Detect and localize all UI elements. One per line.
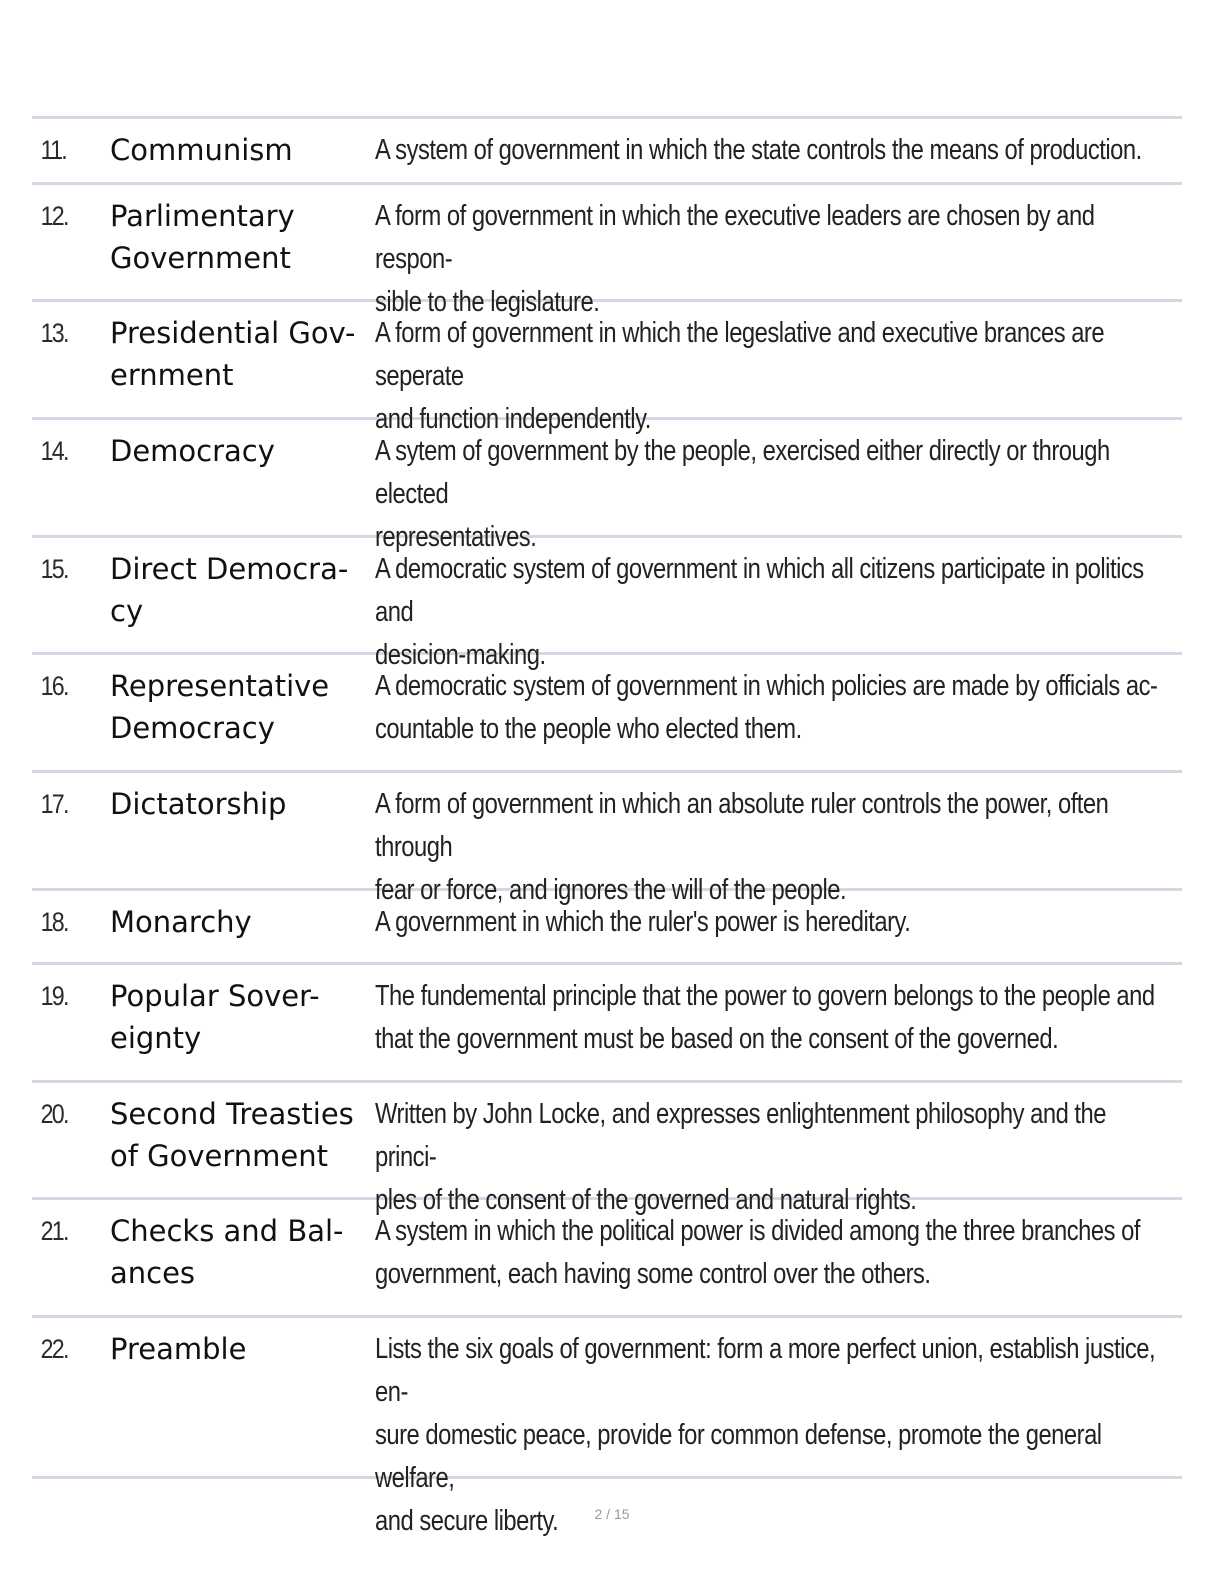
entry-term: Democracy xyxy=(110,434,275,468)
entry-definition: Lists the six goals of government: form a more perfect union, establish justice, en- sure domestic peace, provide for common defense, promote the general welfare, and secure liberty. xyxy=(375,1333,1156,1537)
table-row xyxy=(32,1083,1182,1216)
entry-term: Presidential Gov- ernment xyxy=(110,316,356,392)
entry-term: Second Treasties of Government xyxy=(110,1097,354,1173)
table-row xyxy=(32,119,1182,185)
entry-definition: A form of government in which the legeslative and executive brances are seperate and function independently. xyxy=(375,317,1105,435)
entry-definition: A government in which the ruler's power is hereditary. xyxy=(375,906,911,938)
page-number: 2 / 15 xyxy=(594,1506,630,1522)
entry-number: 15. xyxy=(40,554,68,584)
entry-number: 13. xyxy=(40,318,68,348)
entry-number: 17. xyxy=(40,789,68,819)
entry-number: 16. xyxy=(40,671,68,701)
entry-term: Direct Democra- cy xyxy=(110,552,349,628)
entry-definition: A form of government in which an absolute ruler controls the power, often through fear or force, and ignores the will of the people. xyxy=(375,788,1109,906)
entry-term: Preamble xyxy=(110,1332,247,1366)
table-row xyxy=(32,965,1182,1083)
entry-term: Parlimentary Government xyxy=(110,199,295,275)
entry-definition: Written by John Locke, and expresses enlightenment philosophy and the princi- ples of the consent of the governed and natural rights. xyxy=(375,1098,1107,1216)
entry-definition: A sytem of government by the people, exercised either directly or through elected representatives. xyxy=(375,435,1110,553)
table-row xyxy=(32,1200,1182,1318)
entry-term: Dictatorship xyxy=(110,787,287,821)
entry-term: Communism xyxy=(110,133,293,167)
entry-number: 22. xyxy=(40,1334,68,1364)
entry-number: 11. xyxy=(40,135,66,165)
entry-term: Checks and Bal- ances xyxy=(110,1214,344,1290)
entry-term: Monarchy xyxy=(110,905,252,939)
entry-definition: A form of government in which the executive leaders are chosen by and respon- sible to the legislature. xyxy=(375,200,1095,318)
table-row xyxy=(32,773,1182,906)
entry-number: 12. xyxy=(40,201,68,231)
entry-definition: A democratic system of government in which all citizens participate in politics and desicion-making. xyxy=(375,553,1144,671)
entry-number: 14. xyxy=(40,436,68,466)
table-row xyxy=(32,655,1182,773)
entry-definition: The fundemental principle that the power to govern belongs to the people and that the government must be based on the consent of the governed. xyxy=(375,980,1155,1055)
entry-number: 21. xyxy=(40,1216,68,1246)
entry-term: Popular Sover- eignty xyxy=(110,979,320,1055)
entry-definition: A democratic system of government in which policies are made by officials ac- countable to the people who elected them. xyxy=(375,670,1158,745)
entry-definition: A system of government in which the state controls the means of production. xyxy=(375,134,1142,166)
table-row xyxy=(32,302,1182,435)
entry-definition: A system in which the political power is divided among the three branches of government, each having some control over the others. xyxy=(375,1215,1140,1290)
table-row xyxy=(32,538,1182,671)
entry-number: 18. xyxy=(40,907,68,937)
table-row xyxy=(32,420,1182,553)
table-row xyxy=(32,185,1182,318)
entry-term: Representative Democracy xyxy=(110,669,330,745)
table-row xyxy=(32,891,1182,965)
entry-number: 20. xyxy=(40,1099,68,1129)
entry-number: 19. xyxy=(40,981,68,1011)
